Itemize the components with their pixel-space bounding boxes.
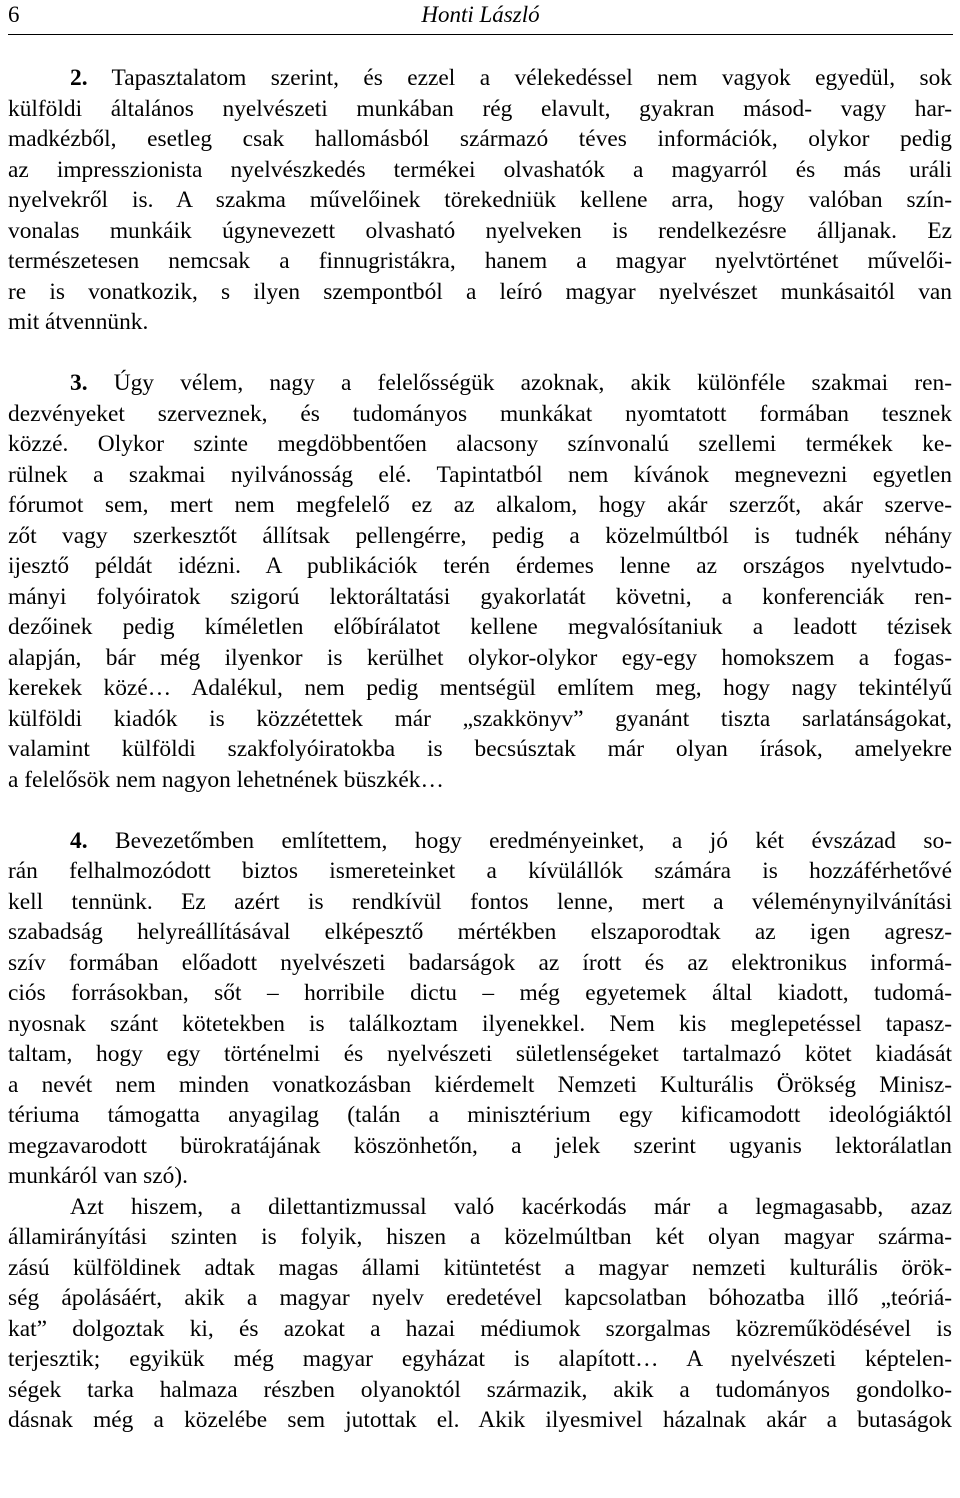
text-line: kell tennünk. Ez azért is rendkívül fontos lenne, mert a véleménynyilvánítási [8, 888, 952, 915]
text-line: szív formában előadott nyelvészeti badarságok az írott és az elektronikus informá- [8, 949, 952, 976]
running-head-author: Honti László [421, 2, 540, 27]
text-line: valamint külföldi szakfolyóiratokba is becsúsztak már olyan írások, amelyekre [8, 736, 952, 762]
text-line: természetesen nemcsak a finnugristákra, hanem a magyar nyelvtörténet művelői- [8, 248, 952, 274]
text-line: zású külföldinek adtak magas állami kitüntetést a magyar nemzeti kulturális örök- [8, 1254, 952, 1281]
text-line: szabadság helyreállításával elképesztő mértékben elszaporodtak az igen agresz- [8, 919, 952, 945]
paragraph-4 [8, 826, 952, 1192]
text-line: dezvényeket szerveznek, és tudományos munkákat nyomtatott formában tesznek [8, 400, 952, 427]
text-line: a felelősök nem nagyon lehetnének büszkék… [8, 766, 444, 793]
text-line: rülnek a szakmai nyilvánosság elé. Tapintatból nem kívánok megnevezni egyetlen [8, 461, 952, 488]
paragraph-3 [8, 368, 952, 795]
text-line: mányi folyóiratok szigorú lektoráltatási gyakorlatát követni, a konferenciák ren- [8, 583, 952, 610]
section-number: 3. [70, 370, 88, 396]
text-line: kat” dolgoztak ki, és azokat a hazai médiumok szorgalmas közreműködésével is [8, 1315, 952, 1342]
text-line: az impresszionista nyelvészkedés termékei olvashatók a magyarról és más uráli [8, 156, 952, 183]
text-line: ség ápolásáért, akik a magyar nyelv eredetével kapcsolatban bóhozatba illő „teóriá- [8, 1285, 952, 1311]
text-line: rán felhalmozódott biztos ismereteinket a kívülállók számára is hozzáférhetővé [8, 858, 952, 884]
text-line: re is vonatkozik, s ilyen szempontból a leíró magyar nyelvészet munkásaitól van [8, 278, 952, 305]
text-line: ciós forrásokban, sőt – horribile dictu – még egyetemek által kiadott, tudomá- [8, 980, 952, 1006]
text-line: dezőinek pedig kíméletlen előbírálatot kellene megvalósítaniuk a leadott tézisek [8, 614, 952, 640]
text-line: dásnak még a közelébe sem jutottak el. Akik ilyesmivel házalnak akár a butaságok [8, 1407, 952, 1433]
text-line: külföldi kiadók is közzétettek már „szakkönyv” gyanánt tiszta sarlatánságokat, [8, 705, 952, 732]
text-line: nyosnak szánt kötetekben is találkoztam ilyenekkel. Nem kis meglepetéssel tapasz- [8, 1010, 952, 1037]
text-line-content: Úgy vélem, nagy a felelősségük azoknak, akik különféle szakmai ren- [87, 370, 952, 396]
text-line: Azt hiszem, a dilettantizmussal való kacérkodás már a legmagasabb, azaz [70, 1193, 952, 1220]
page-header [8, 0, 953, 35]
text-line-content: Tapasztalatom szerint, és ezzel a vélekedéssel nem vagyok egyedül, sok [87, 65, 952, 91]
paragraph-2 [8, 63, 952, 338]
text-line: fórumot sem, mert nem megfelelő ez az alkalom, hogy akár szerzőt, akár szerve- [8, 492, 952, 518]
text-line [8, 826, 952, 857]
page-number: 6 [8, 2, 20, 27]
text-line: vonalas munkáik úgynevezett olvasható nyelveken is rendelkezésre álljanak. Ez [8, 217, 952, 244]
text-line: a nevét nem minden vonatkozásban kiérdemelt Nemzeti Kulturális Örökség Minisz- [8, 1071, 952, 1098]
text-line: alapján, bár még ilyenkor is kerülhet olykor-olykor egy-egy homokszem a fogas- [8, 644, 952, 671]
paragraph-spacer [8, 795, 952, 826]
paragraph-spacer [8, 338, 952, 369]
text-line: ségek tarka halmaza részben olyanoktól származik, akik a tudományos gondolko- [8, 1376, 952, 1403]
text-line: tériuma támogatta anyagilag (talán a minisztérium egy kificamodott ideológiáktól [8, 1102, 952, 1128]
text-line: megzavarodott bürokratájának köszönhetőn, a jelek szerint ugyanis lektorálatlan [8, 1132, 952, 1159]
text-line-content: Bevezetőmben említettem, hogy eredményeinket, a jó két évszázad so- [87, 827, 952, 854]
text-line: terjesztik; egyikük még magyar egyházat is alapított… A nyelvészeti képtelen- [8, 1346, 952, 1372]
text-line: ijesztő példát idézni. A publikációk terén érdemes lenne az országos nyelvtudo- [8, 553, 952, 579]
text-line [8, 63, 952, 94]
text-line: mit átvennünk. [8, 309, 149, 335]
text-line: munkáról van szó). [8, 1163, 188, 1189]
text-line: nyelvekről is. A szakma művelőinek törekedniük kellene arra, hogy valóban szín- [8, 187, 952, 213]
text-line: külföldi általános nyelvészeti munkában rég elavult, gyakran másod- vagy har- [8, 95, 952, 122]
text-line: taltam, hogy egy történelmi és nyelvészeti sületlenségeket tartalmazó kötet kiadását [8, 1041, 952, 1067]
text-line [8, 368, 952, 399]
section-number: 2. [70, 65, 88, 91]
text-line: madkézből, esetleg csak hallomásból származó téves információk, olykor pedig [8, 126, 952, 152]
section-number: 4. [70, 827, 88, 854]
body-text [8, 63, 952, 1436]
text-line: kerekek közé… Adalékul, nem pedig mentségül említem meg, hogy nagy tekintélyű [8, 675, 952, 701]
text-line: zőt vagy szerkesztőt állítsak pellengérre, pedig a közelmúltból is tudnék néhány [8, 522, 952, 549]
text-line: államirányítási szinten is folyik, hiszen a közelmúltban két olyan magyar szárma- [8, 1224, 952, 1250]
paragraph-5 [8, 1192, 952, 1436]
text-line: közzé. Olykor szinte megdöbbentően alacsony színvonalú szellemi termékek ke- [8, 431, 952, 457]
